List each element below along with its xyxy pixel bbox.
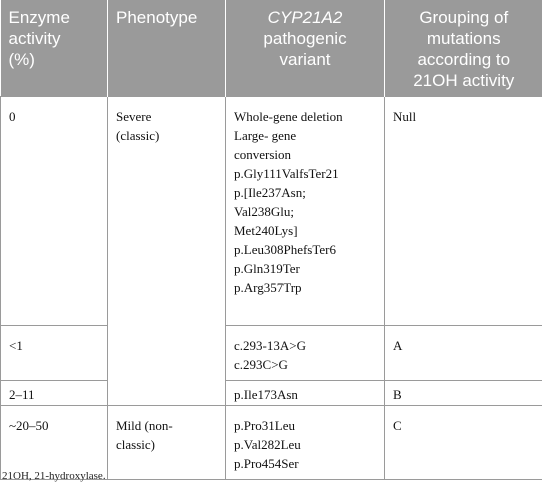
variant-cell (226, 381, 385, 406)
variant-line: p.Gly111ValfsTer21 (234, 166, 339, 181)
header-phenotype (108, 0, 226, 97)
activity-cell: ~20–50 (1, 406, 108, 480)
variant-cell (226, 406, 385, 480)
phenotype-line: (classic) (116, 128, 160, 143)
header-line: mutations (426, 29, 501, 48)
activity-cell: 2–11 (1, 381, 108, 406)
header-line: Enzyme (8, 8, 70, 27)
variant-line: conversion (234, 147, 292, 162)
header-row (1, 0, 542, 97)
header-line: 21OH activity (413, 71, 515, 90)
variant-line: Whole-gene deletion (234, 109, 343, 124)
group-cell: B (385, 381, 542, 406)
variant-line: p.Ile173Asn (234, 387, 298, 402)
header-line: Grouping of (419, 8, 509, 27)
header-variant (226, 0, 385, 97)
table-footnote: 21OH, 21-hydroxylase. (2, 470, 106, 482)
header-line: variant (279, 50, 331, 69)
header-gene-name: CYP21A2 (267, 8, 343, 27)
variant-line: p.Pro454Ser (234, 456, 299, 471)
variant-line: p.Pro31Leu (234, 418, 296, 433)
variant-line: Met240Lys] (234, 223, 298, 238)
header-line: according to (417, 50, 511, 69)
header-line: Phenotype (116, 8, 198, 27)
variant-line: c.293C>G (234, 357, 288, 372)
group-cell: C (385, 406, 542, 480)
variant-cell (226, 97, 385, 326)
header-enzyme-activity (1, 0, 108, 97)
header-line: pathogenic (263, 29, 347, 48)
header-grouping (385, 0, 542, 97)
table-row (1, 326, 542, 381)
activity-cell: 0 (1, 97, 108, 326)
phenotype-cell (108, 406, 226, 480)
variant-line: p.Arg357Trp (234, 280, 302, 295)
variant-line: p.Leu308PhefsTer6 (234, 242, 336, 257)
variant-line: Val238Glu; (234, 204, 294, 219)
variant-line: p.Gln319Ter (234, 261, 300, 276)
variant-line: Large- gene (234, 128, 297, 143)
phenotype-line: Severe (116, 109, 152, 124)
phenotype-line: Mild (non- (116, 418, 173, 433)
variant-line: p.Val282Leu (234, 437, 301, 452)
group-cell: A (385, 326, 542, 381)
group-cell: Null (385, 97, 542, 326)
activity-cell: <1 (1, 326, 108, 381)
variant-line: p.[Ile237Asn; (234, 185, 306, 200)
header-line: (%) (8, 50, 35, 69)
variant-cell (226, 326, 385, 381)
variant-line: c.293-13A>G (234, 338, 306, 353)
phenotype-cell (108, 97, 226, 406)
table-row (1, 97, 542, 326)
table-row (1, 381, 542, 406)
phenotype-line: classic) (116, 437, 155, 452)
header-line: activity (8, 29, 61, 48)
